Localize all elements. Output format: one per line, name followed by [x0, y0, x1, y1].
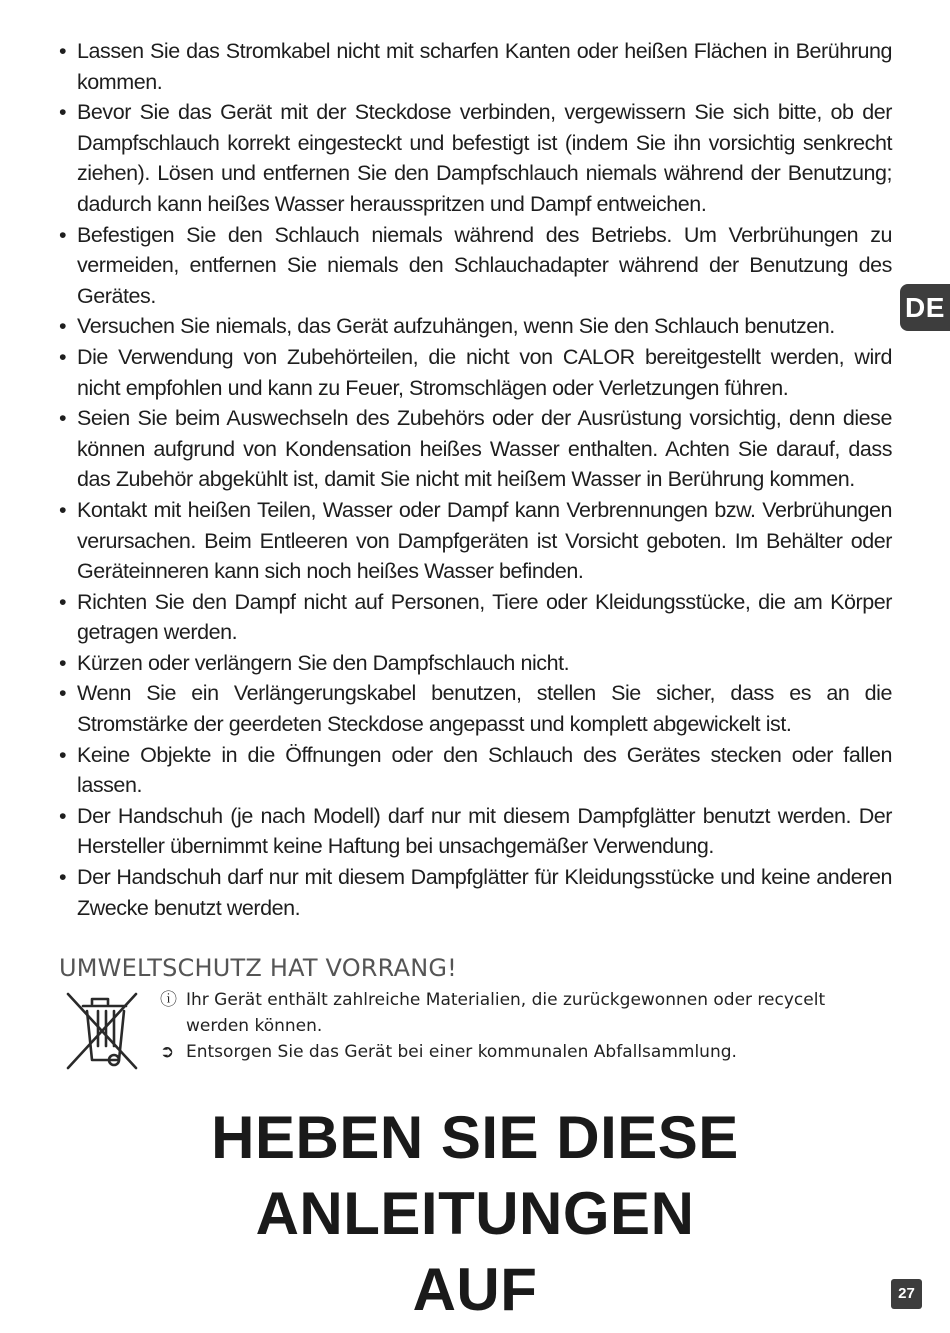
bullet-text: Befestigen Sie den Schlauch niemals während des Betriebs. Um Verbrühungen zu vermeiden, entfernen Sie niemals den Schlauchadapter während der Benutzung des Gerätes.	[77, 222, 892, 308]
bullet-dot: •	[59, 314, 67, 339]
bullet-dot: •	[59, 589, 67, 614]
list-item	[59, 678, 892, 739]
list-item	[59, 342, 892, 403]
disposal-instruction-text: Entsorgen Sie das Gerät bei einer kommunalen Abfallsammlung.	[186, 1042, 737, 1062]
list-item	[59, 97, 892, 219]
bullet-text: Lassen Sie das Stromkabel nicht mit scharfen Kanten oder heißen Flächen in Berührung kommen.	[77, 39, 892, 94]
bullet-dot: •	[59, 865, 67, 890]
safety-bullet-list	[59, 36, 892, 923]
recycling-info-line	[160, 987, 825, 1013]
bullet-text: Seien Sie beim Auswechseln des Zubehörs oder der Ausrüstung vorsichtig, denn diese können aufgrund von Kondensation heißes Wasser enthalten. Achten Sie darauf, dass das Zubehör abgekühlt ist, damit Sie nicht mit heißem Wasser in Berührung kommen.	[77, 406, 892, 492]
bullet-dot: •	[59, 803, 67, 828]
bullet-dot: •	[59, 39, 67, 63]
disposal-instruction-line	[160, 1039, 737, 1065]
bullet-text: Der Handschuh (je nach Modell) darf nur mit diesem Dampfglätter benutzt werden. Der Hersteller übernimmt keine Haftung bei unsachgemäßer Verwendung.	[77, 803, 892, 859]
list-item	[59, 740, 892, 801]
list-item	[59, 311, 892, 342]
list-item	[59, 495, 892, 587]
bullet-dot: •	[59, 406, 67, 431]
closing-heading	[0, 1100, 950, 1328]
language-tab: DE	[900, 284, 950, 331]
bullet-dot: •	[59, 742, 67, 767]
closing-heading-line-2: AUF	[412, 1256, 538, 1323]
bullet-dot: •	[59, 497, 67, 522]
recycling-info-line-continued: werden können.	[186, 1016, 323, 1036]
list-item	[59, 862, 892, 923]
bullet-dot: •	[59, 681, 67, 706]
list-item	[59, 587, 892, 648]
list-item	[59, 220, 892, 312]
page-number-badge: 27	[891, 1279, 922, 1309]
bullet-dot: •	[59, 222, 67, 247]
bullet-text: Bevor Sie das Gerät mit der Steckdose verbinden, vergewissern Sie sich bitte, ob der Dampfschlauch korrekt eingesteckt und befestigt ist (indem Sie ihn vorsichtig senkrecht ziehen). Lösen und entfernen Sie den Dampfschlauch niemals während der Benutzung; dadurch kann heißes Wasser herausspritzen und Dampf entweichen.	[77, 100, 892, 216]
bullet-text: Der Handschuh darf nur mit diesem Dampfglätter für Kleidungsstücke und keine anderen Zwecke benutzt werden.	[77, 865, 892, 920]
arrow-right-icon: ➲	[160, 1042, 175, 1062]
recycling-info-text: Ihr Gerät enthält zahlreiche Materialien, die zurückgewonnen oder recycelt	[186, 990, 826, 1010]
closing-heading-line-1: HEBEN SIE DIESE ANLEITUNGEN	[211, 1104, 739, 1247]
info-icon: ⓘ	[160, 990, 177, 1010]
bullet-text: Versuchen Sie niemals, das Gerät aufzuhängen, wenn Sie den Schlauch benutzen.	[77, 314, 835, 339]
bullet-text: Keine Objekte in die Öffnungen oder den Schlauch des Gerätes stecken oder fallen lassen.	[77, 742, 892, 798]
list-item	[59, 403, 892, 495]
list-item	[59, 36, 892, 97]
bullet-dot: •	[59, 650, 67, 675]
bullet-text: Wenn Sie ein Verlängerungskabel benutzen, stellen Sie sicher, dass es an die Stromstärke der geerdeten Steckdose angepasst und komplett abgewickelt ist.	[77, 681, 892, 737]
bullet-dot: •	[59, 344, 67, 369]
bullet-text: Richten Sie den Dampf nicht auf Personen, Tiere oder Kleidungsstücke, die am Körper getragen werden.	[77, 589, 892, 645]
list-item	[59, 648, 892, 679]
environment-heading: UMWELTSCHUTZ HAT VORRANG!	[59, 954, 457, 982]
bullet-text: Kontakt mit heißen Teilen, Wasser oder Dampf kann Verbrennungen bzw. Verbrühungen verursachen. Beim Entleeren von Dampfgeräten ist Vorsicht geboten. Im Behälter oder Geräteinneren kann sich noch heißes Wasser befinden.	[77, 497, 892, 584]
bullet-dot: •	[59, 100, 67, 125]
crossed-out-wheelie-bin-icon	[64, 990, 140, 1072]
bullet-text: Die Verwendung von Zubehörteilen, die nicht von CALOR bereitgestellt werden, wird nicht empfohlen und kann zu Feuer, Stromschlägen oder Verletzungen führen.	[77, 344, 892, 400]
list-item	[59, 801, 892, 862]
bullet-text: Kürzen oder verlängern Sie den Dampfschlauch nicht.	[77, 650, 570, 675]
